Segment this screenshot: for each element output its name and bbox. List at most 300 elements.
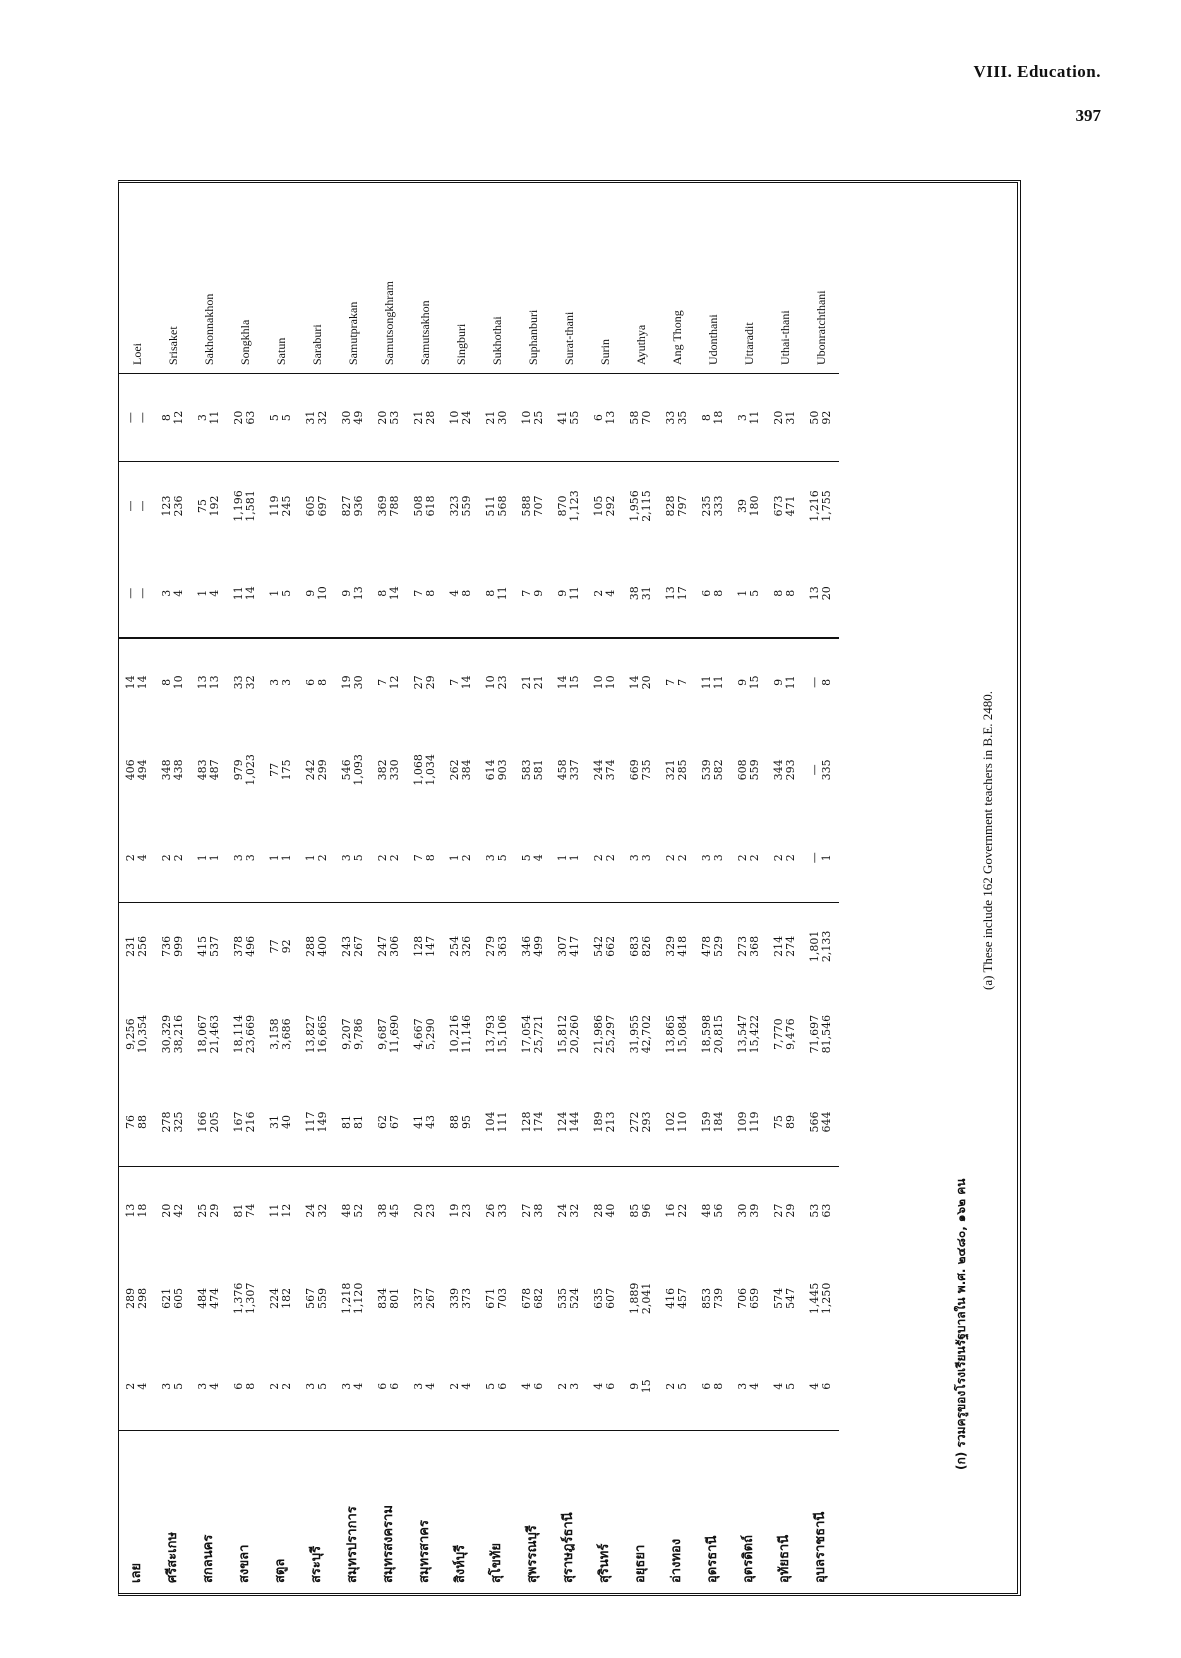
cell-value: 581 [532,759,545,781]
cell-value: 11 [268,1203,281,1218]
cell-c10 [659,550,695,638]
cell-c5 [227,990,263,1078]
cell-value: 189 [592,1111,605,1133]
table-row [299,183,335,1593]
cell-c1 [443,1342,479,1430]
cell-value: 2 [124,1382,137,1390]
cell-value: 175 [280,759,293,781]
cell-value: 20 [160,1203,173,1218]
page-number: 397 [1075,106,1101,125]
cell-value: 6 [532,1382,545,1390]
cell-value: 88 [136,1114,149,1129]
cell-value: 1,216 [808,490,821,522]
cell-c2 [299,1254,335,1342]
cell-value: 323 [448,495,461,517]
cell-value: 25 [196,1203,209,1218]
cell-value: 346 [520,935,533,957]
cell-value: 63 [244,410,257,425]
cell-c5 [119,990,155,1078]
cell-value: 109 [736,1111,749,1133]
cell-value: 1,307 [244,1282,257,1315]
cell-value: 48 [700,1203,713,1218]
cell-c6 [659,902,695,990]
cell-value: 6 [820,1382,833,1390]
cell-value: 41 [412,1114,425,1129]
cell-c8 [551,726,587,814]
cell-value: 9,256 [124,1018,137,1050]
cell-c9 [659,638,695,726]
cell-value: 15,422 [748,1014,761,1054]
cell-value: 128 [412,935,425,957]
cell-c9 [227,638,263,726]
province-english-name: Surat-thani [551,183,587,374]
cell-c6 [371,902,407,990]
cell-value: 19 [448,1203,461,1218]
cell-c11 [119,462,155,550]
cell-c5 [623,990,659,1078]
cell-c11 [695,462,731,550]
cell-c10 [479,550,515,638]
cell-c1 [803,1342,839,1430]
cell-c10 [227,550,263,638]
table-row [263,183,299,1593]
cell-c8 [515,726,551,814]
cell-value: 292 [604,495,617,517]
cell-value: 438 [172,759,185,781]
cell-c12 [803,374,839,462]
cell-value: 8 [460,589,473,597]
cell-c2 [731,1254,767,1342]
cell-c2 [371,1254,407,1342]
cell-value: 21 [484,410,497,425]
cell-c6 [515,902,551,990]
cell-value: 10,216 [448,1014,461,1054]
cell-value: 3,158 [268,1018,281,1050]
cell-value: 74 [244,1203,257,1218]
province-thai-name: ศรีสะเกษ [155,1431,191,1594]
cell-c1 [695,1342,731,1430]
cell-value: 6 [496,1382,509,1390]
cell-value: 32 [244,675,257,690]
cell-c4 [407,1078,443,1166]
cell-value: 1 [268,854,281,862]
cell-c5 [299,990,335,1078]
cell-value: 373 [460,1287,473,1309]
cell-c3 [407,1166,443,1254]
cell-c6 [695,902,731,990]
cell-value: 10 [448,410,461,425]
table-row [479,183,515,1593]
cell-value: 669 [628,759,641,781]
cell-value: 9 [556,589,569,597]
cell-value: 3 [304,1382,317,1390]
cell-value: 487 [208,759,221,781]
cell-c7 [227,814,263,902]
cell-value: 41 [556,410,569,425]
cell-value: 21 [520,675,533,690]
cell-value: 279 [484,935,497,957]
cell-value: 6 [232,1382,245,1390]
cell-value: 11 [496,586,509,601]
cell-value: 7,770 [772,1018,785,1050]
province-thai-name: สตูล [263,1431,299,1594]
cell-value: — [136,587,149,599]
province-english-name: Samutsakhon [407,183,443,374]
cell-c8 [695,726,731,814]
cell-value: 1,068 [412,754,425,786]
table-row [695,183,731,1593]
cell-c2 [155,1254,191,1342]
cell-c8 [407,726,443,814]
cell-c12 [227,374,263,462]
cell-value: 85 [628,1203,641,1218]
cell-value: 25,297 [604,1014,617,1054]
cell-c12 [731,374,767,462]
cell-value: 3 [196,1382,209,1390]
cell-c3 [803,1166,839,1254]
cell-c6 [767,902,803,990]
cell-value: 128 [520,1111,533,1133]
cell-value: 979 [232,759,245,781]
cell-value: 31 [640,586,653,601]
cell-c10 [767,550,803,638]
cell-c3 [263,1166,299,1254]
cell-value: 903 [496,759,509,781]
cell-value: 18,114 [232,1014,245,1054]
cell-value: 13 [604,410,617,425]
cell-value: 21 [532,675,545,690]
cell-c9 [371,638,407,726]
cell-value: 368 [748,935,761,957]
cell-value: 30 [352,675,365,690]
cell-value: 416 [664,1287,677,1309]
cell-value: 4 [604,589,617,597]
cell-value: 49 [352,410,365,425]
cell-c1 [587,1342,623,1430]
cell-value: 20 [376,410,389,425]
cell-c7 [515,814,551,902]
cell-c11 [443,462,479,550]
cell-value: 326 [460,935,473,957]
cell-value: 12 [172,410,185,425]
cell-c11 [659,462,695,550]
cell-value: 9 [340,589,353,597]
cell-value: 5 [676,1382,689,1390]
cell-value: 89 [784,1114,797,1129]
cell-value: — [124,412,137,424]
cell-value: 826 [640,935,653,957]
cell-value: 6 [700,589,713,597]
cell-value: 542 [592,935,605,957]
cell-value: 546 [340,759,353,781]
cell-value: — [124,587,137,599]
cell-value: 4 [460,1382,473,1390]
cell-value: 53 [388,410,401,425]
cell-value: 32 [316,1203,329,1218]
province-english-name: Uttaradit [731,183,767,374]
cell-value: 1 [448,854,461,862]
cell-c2 [659,1254,695,1342]
cell-value: 417 [568,935,581,957]
cell-value: 1,889 [628,1282,641,1315]
cell-value: 6 [604,1382,617,1390]
cell-value: 32 [568,1203,581,1218]
cell-value: 18,067 [196,1014,209,1054]
cell-c7 [155,814,191,902]
cell-c12 [695,374,731,462]
cell-value: 81 [232,1203,245,1218]
cell-value: 1,250 [820,1282,833,1315]
cell-value: 29 [424,675,437,690]
province-english-name: Loei [119,183,155,374]
cell-value: 8 [376,589,389,597]
cell-c8 [443,726,479,814]
cell-c5 [407,990,443,1078]
cell-value: 15 [568,675,581,690]
cell-value: 38 [376,1203,389,1218]
cell-value: 180 [748,495,761,517]
cell-c9 [119,638,155,726]
cell-value: 474 [208,1287,221,1309]
cell-c5 [335,990,371,1078]
cell-c1 [659,1342,695,1430]
cell-c3 [551,1166,587,1254]
cell-value: 3 [736,414,749,422]
cell-value: 5 [520,854,533,862]
cell-value: 3 [160,589,173,597]
cell-c11 [371,462,407,550]
cell-value: 605 [172,1287,185,1309]
cell-value: 24 [304,1203,317,1218]
cell-value: 24 [460,410,473,425]
cell-value: 25,721 [532,1014,545,1054]
cell-value: 8 [712,1382,725,1390]
cell-value: 38,216 [172,1014,185,1054]
cell-c10 [515,550,551,638]
cell-value: 50 [808,410,821,425]
cell-value: 7 [376,678,389,686]
cell-value: 707 [532,495,545,517]
cell-c4 [767,1078,803,1166]
cell-c4 [659,1078,695,1166]
cell-c9 [803,638,839,726]
cell-value: 2 [772,854,785,862]
cell-value: 18 [712,410,725,425]
cell-c10 [551,550,587,638]
cell-value: 583 [520,759,533,781]
cell-value: 20 [412,1203,425,1218]
cell-c11 [191,462,227,550]
cell-value: — [808,764,821,776]
footnote-english: (a) These include 162 Government teachers in B.E. 2480. [980,690,995,990]
cell-value: 499 [532,935,545,957]
cell-value: 2 [448,1382,461,1390]
cell-c10 [731,550,767,638]
cell-value: 2 [556,1382,569,1390]
cell-value: 81 [340,1114,353,1129]
cell-c5 [803,990,839,1078]
cell-value: 339 [448,1287,461,1309]
cell-c4 [299,1078,335,1166]
cell-value: 27 [772,1203,785,1218]
cell-value: 494 [136,759,149,781]
cell-value: 10 [484,675,497,690]
cell-c8 [119,726,155,814]
cell-c3 [443,1166,479,1254]
cell-c2 [623,1254,659,1342]
cell-value: 3 [628,854,641,862]
cell-value: 18 [136,1203,149,1218]
cell-c9 [695,638,731,726]
table-row [551,183,587,1593]
cell-c2 [587,1254,623,1342]
cell-c6 [587,902,623,990]
cell-value: 11 [232,586,245,601]
cell-value: 20,815 [712,1014,725,1054]
cell-c11 [623,462,659,550]
cell-value: 63 [820,1203,833,1218]
cell-value: 335 [820,759,833,781]
cell-value: 262 [448,759,461,781]
cell-c5 [695,990,731,1078]
cell-c2 [767,1254,803,1342]
cell-value: 244 [592,759,605,781]
cell-value: 9,207 [340,1018,353,1050]
cell-value: 337 [568,759,581,781]
cell-c6 [227,902,263,990]
cell-value: 4 [520,1382,533,1390]
cell-value: 797 [676,495,689,517]
cell-value: 32 [316,410,329,425]
cell-c12 [191,374,227,462]
cell-value: 119 [268,495,281,517]
cell-value: 853 [700,1287,713,1309]
province-english-name: Sukhothai [479,183,515,374]
cell-value: 236 [172,495,185,517]
cell-c2 [263,1254,299,1342]
cell-value: 273 [736,935,749,957]
cell-value: 1 [196,589,209,597]
province-thai-name: สุราษฎร์ธานี [551,1431,587,1594]
cell-value: 1 [196,854,209,862]
cell-value: 8 [820,678,833,686]
province-english-name: Ubonratchthani [803,183,839,374]
cell-value: 6 [376,1382,389,1390]
cell-value: 5 [496,854,509,862]
cell-value: 496 [244,935,257,957]
cell-value: 1,023 [244,754,257,786]
cell-value: 3 [640,854,653,862]
cell-value: 999 [172,935,185,957]
cell-value: 40 [604,1203,617,1218]
cell-value: 14 [244,586,257,601]
province-thai-name: อุบลราชธานี [803,1431,839,1594]
province-english-name: Udonthani [695,183,731,374]
cell-value: 3 [412,1382,425,1390]
cell-c7 [623,814,659,902]
cell-value: 1,218 [340,1282,353,1315]
cell-c3 [335,1166,371,1254]
cell-value: 5,290 [424,1018,437,1050]
cell-value: 19 [340,675,353,690]
cell-c5 [587,990,623,1078]
cell-value: 400 [316,935,329,957]
cell-value: 31 [304,410,317,425]
cell-value: 735 [640,759,653,781]
cell-value: 13,827 [304,1014,317,1054]
cell-value: 81,546 [820,1014,833,1054]
cell-c4 [551,1078,587,1166]
cell-c7 [119,814,155,902]
cell-value: 14 [388,586,401,601]
cell-value: 4 [172,589,185,597]
cell-value: 10 [592,675,605,690]
cell-value: 11 [208,410,221,425]
cell-c4 [155,1078,191,1166]
cell-c2 [335,1254,371,1342]
province-thai-name: สิงห์บุรี [443,1431,479,1594]
cell-value: 1,123 [568,490,581,522]
cell-c6 [731,902,767,990]
cell-value: 27 [412,675,425,690]
cell-value: 20,260 [568,1014,581,1054]
cell-c8 [731,726,767,814]
cell-value: 1,801 [808,930,821,963]
cell-c3 [191,1166,227,1254]
cell-value: 14 [460,675,473,690]
cell-value: 5 [316,1382,329,1390]
cell-c4 [803,1078,839,1166]
cell-value: 10,354 [136,1014,149,1054]
cell-value: 683 [628,935,641,957]
cell-c2 [443,1254,479,1342]
cell-value: 363 [496,935,509,957]
cell-value: — [124,500,137,512]
cell-value: 9 [532,589,545,597]
cell-value: 801 [388,1287,401,1309]
cell-value: 243 [340,935,353,957]
province-english-name: Songkhla [227,183,263,374]
cell-c10 [623,550,659,638]
cell-value: 53 [808,1203,821,1218]
cell-value: 11,146 [460,1014,473,1054]
cell-value: 14 [124,675,137,690]
cell-c8 [227,726,263,814]
table-row [515,183,551,1593]
cell-value: 9 [736,678,749,686]
cell-c10 [335,550,371,638]
cell-value: 7 [664,678,677,686]
province-thai-name: สุพรรณบุรี [515,1431,551,1594]
cell-c4 [263,1078,299,1166]
cell-value: 23 [424,1203,437,1218]
cell-value: 635 [592,1287,605,1309]
cell-value: 144 [568,1111,581,1133]
cell-c3 [623,1166,659,1254]
cell-value: 535 [556,1287,569,1309]
cell-c9 [551,638,587,726]
cell-value: 48 [340,1203,353,1218]
cell-value: 274 [784,935,797,957]
cell-value: 4 [208,1382,221,1390]
cell-c3 [587,1166,623,1254]
cell-value: 608 [736,759,749,781]
cell-c2 [551,1254,587,1342]
cell-value: 330 [388,759,401,781]
cell-c1 [155,1342,191,1430]
cell-value: 6 [592,414,605,422]
cell-value: 26 [484,1203,497,1218]
